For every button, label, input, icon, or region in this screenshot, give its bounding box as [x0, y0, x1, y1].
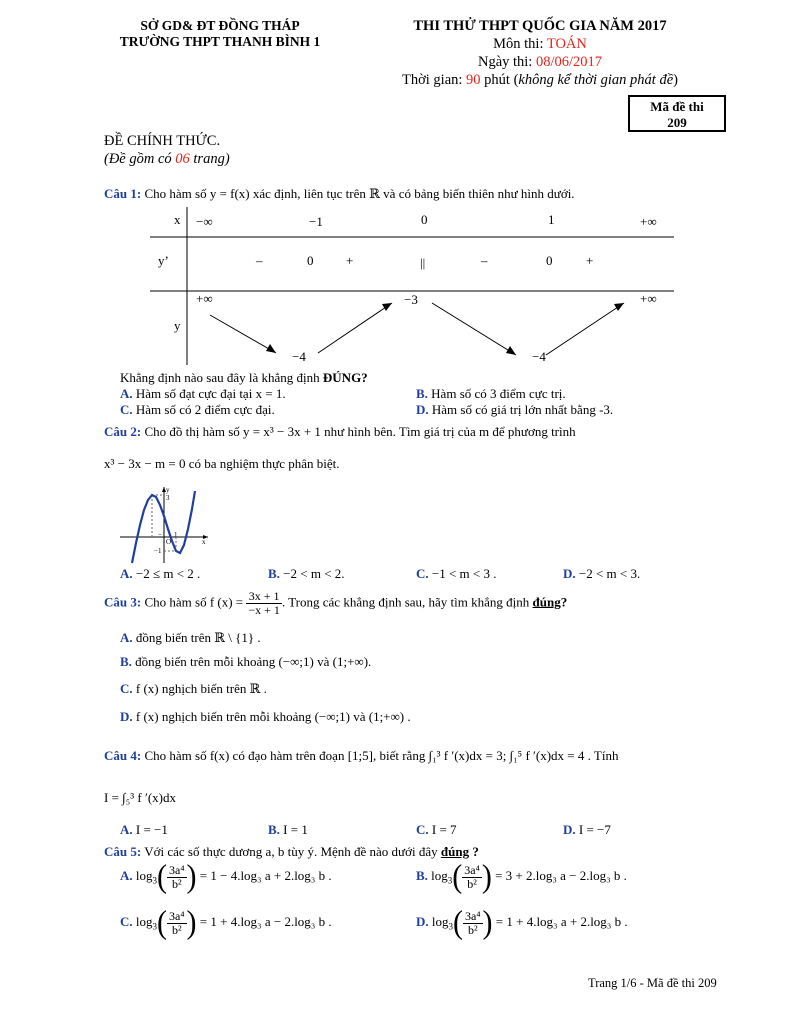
vt-x-1: −1 — [309, 214, 323, 229]
pages-note-pre: (Đề gồm có — [104, 151, 176, 167]
q5-option-c[interactable] — [120, 904, 332, 941]
q3-option-d-text: f (x) nghịch biến trên mỗi khoảng (−∞;1) và (1;+∞) . — [132, 709, 411, 724]
q4-option-a[interactable] — [120, 822, 168, 838]
q1-option-c-key: C. — [120, 402, 133, 417]
vt-yp-label: y’ — [158, 253, 169, 268]
q3-frac-num: 3x + 1 — [246, 590, 282, 604]
q1-option-b[interactable] — [416, 386, 566, 402]
q5-d-frac-num: 3a⁴ — [465, 908, 481, 923]
official-label: ĐỀ CHÍNH THỨC. — [104, 133, 221, 149]
q2-graph-neg1x: −1 — [158, 531, 166, 539]
vt-yp-5: 0 — [546, 253, 553, 268]
q3-option-c-key: C. — [120, 681, 133, 696]
q4-option-c[interactable] — [416, 822, 457, 838]
vt-yp-0: – — [256, 253, 263, 268]
q3-option-a-key: A. — [120, 630, 133, 645]
q2-option-a[interactable] — [120, 566, 200, 582]
q5-option-d[interactable] — [416, 904, 628, 941]
q5-c-frac-num: 3a⁴ — [169, 908, 185, 923]
q5-text-q: ? — [469, 844, 479, 859]
q3-fraction — [246, 590, 282, 617]
vt-x-4: +∞ — [640, 214, 657, 229]
q2-stem-2: x³ − 3x − m = 0 có ba nghiệm thực phân biệt. — [104, 456, 340, 471]
q1-text: Cho hàm số y = f(x) xác định, liên tục trên ℝ và có bảng biến thiên như hình dưới. — [141, 186, 575, 201]
q5-option-d-key: D. — [416, 913, 429, 929]
q2-graph-x-label: x — [202, 538, 206, 546]
q2-option-b-key: B. — [268, 566, 280, 581]
subject-line — [375, 36, 705, 53]
q2-option-d-key: D. — [563, 566, 576, 581]
q2-cubic-graph — [118, 483, 210, 565]
pages-note — [104, 151, 230, 168]
q1-stem — [104, 186, 575, 202]
exam-title: THI THỬ THPT QUỐC GIA NĂM 2017 — [413, 18, 667, 34]
q5-d-rhs: = 1 + 4.log₃ a + 2.log₃ b . — [492, 913, 628, 929]
q3-option-b-key: B. — [120, 654, 132, 669]
q1-label: Câu 1: — [104, 186, 142, 201]
q2-graph-o: O — [166, 538, 172, 546]
q4-text: Cho hàm số f(x) có đạo hàm trên đoạn [1;5], biết rằng ∫₁³ f ′(x)dx = 3; ∫₁⁵ f ′(x)dx = 4 . Tính — [141, 748, 619, 763]
q5-a-rparen: ) — [186, 858, 197, 895]
q4-option-c-key: C. — [416, 822, 429, 837]
q5-c-frac-den: b² — [171, 922, 182, 937]
q3-option-b-text: đồng biến trên mỗi khoảng (−∞;1) và (1;+∞). — [131, 654, 372, 669]
q5-c-log: log — [135, 913, 153, 929]
vt-y-4: +∞ — [640, 291, 657, 306]
q3-text-bold: đúng — [532, 594, 561, 610]
date-value: 08/06/2017 — [535, 54, 603, 70]
q1-option-d-text: Hàm số có giá trị lớn nhất bằng -3. — [428, 402, 614, 417]
vt-x-3: 1 — [548, 212, 555, 227]
time-line — [365, 72, 715, 89]
vt-x-2: 0 — [421, 212, 428, 227]
date-label: Ngày thi: — [477, 54, 536, 70]
exam-code: 209 — [667, 115, 687, 130]
q1-option-c-text: Hàm số có 2 điểm cực đại. — [132, 402, 275, 417]
q5-a-lparen: ( — [157, 858, 168, 895]
vt-y-0: +∞ — [196, 291, 213, 306]
q5-a-frac-den: b² — [171, 876, 182, 891]
vt-x-0: −∞ — [196, 214, 213, 229]
q5-text-pre: Với các số thực dương a, b tùy ý. Mệnh đề nào dưới đây — [141, 844, 441, 859]
q5-d-frac — [463, 910, 483, 937]
q4-option-d-key: D. — [563, 822, 576, 837]
q3-text-post: . Trong các khẳng định sau, hãy tìm khẳng định — [281, 594, 533, 610]
q5-d-rparen: ) — [482, 904, 493, 941]
q3-option-c[interactable] — [120, 681, 267, 697]
q2-option-c-text: −1 < m < 3 . — [428, 566, 497, 581]
date-line — [375, 54, 705, 71]
page-footer: Trang 1/6 - Mã đề thi 209 — [588, 976, 717, 990]
q2-graph-3: 3 — [166, 494, 170, 502]
q5-b-rhs: = 3 + 2.log₃ a − 2.log₃ b . — [491, 867, 627, 883]
q5-b-log-base: 3 — [447, 875, 453, 886]
q3-option-c-text: f (x) nghịch biến trên ℝ . — [132, 681, 267, 696]
q5-option-c-key: C. — [120, 913, 133, 929]
q1-option-c[interactable] — [120, 402, 275, 418]
subject-value: TOÁN — [546, 36, 587, 52]
q1-option-d-key: D. — [416, 402, 429, 417]
q4-stem — [104, 748, 618, 764]
q2-option-c-key: C. — [416, 566, 429, 581]
q2-graph-neg1y: −1 — [154, 547, 162, 555]
time-close: ) — [673, 72, 678, 88]
q2-option-a-key: A. — [120, 566, 133, 581]
variation-table — [150, 205, 680, 370]
vt-y-1: −4 — [292, 349, 306, 364]
vt-x-label: x — [174, 212, 181, 227]
q2-graph-1: 1 — [174, 531, 178, 539]
q5-option-b-key: B. — [416, 867, 428, 883]
q5-option-b[interactable] — [416, 858, 627, 895]
q5-b-frac — [462, 864, 482, 891]
q1-prompt-bold: ĐÚNG? — [322, 370, 368, 385]
q5-b-log: log — [431, 867, 448, 883]
exam-code-label: Mã đề thi — [650, 99, 704, 114]
q5-b-frac-num: 3a⁴ — [464, 862, 480, 877]
q3-text-pre: Cho hàm số f (x) = — [141, 594, 247, 610]
q3-option-d-key: D. — [120, 709, 133, 724]
q2-text: Cho đồ thị hàm số y = x³ − 3x + 1 như hình bên. Tìm giá trị của m để phương trình — [141, 424, 576, 439]
q3-label: Câu 3: — [104, 594, 142, 610]
q5-d-log: log — [431, 913, 449, 929]
q5-option-a[interactable] — [120, 858, 332, 895]
q3-option-d[interactable] — [120, 709, 411, 725]
q4-option-c-text: I = 7 — [428, 822, 457, 837]
q5-d-log-base: 3 — [448, 921, 454, 932]
q4-option-b-text: I = 1 — [279, 822, 308, 837]
q5-a-log: log — [135, 867, 153, 883]
q2-option-b[interactable] — [268, 566, 345, 582]
vt-yp-1: 0 — [307, 253, 314, 268]
q4-option-a-text: I = −1 — [132, 822, 168, 837]
vt-yp-2: + — [346, 253, 354, 268]
q3-option-b[interactable] — [120, 654, 371, 670]
q4-option-d[interactable] — [563, 822, 611, 838]
q2-graph-y-label: y — [166, 486, 170, 494]
pages-note-post: trang) — [189, 151, 230, 167]
q2-option-c[interactable] — [416, 566, 497, 582]
q5-b-rparen: ) — [481, 858, 492, 895]
q1-prompt — [120, 370, 368, 386]
vt-yp-6: + — [586, 253, 594, 268]
q3-frac-den: −x + 1 — [248, 603, 280, 617]
school-dept: SỞ GD& ĐT ĐỒNG THÁP — [140, 18, 300, 33]
q1-option-d[interactable] — [416, 402, 613, 418]
q5-c-lparen: ( — [157, 904, 168, 941]
q5-a-rhs: = 1 − 4.log₃ a + 2.log₃ b . — [196, 867, 332, 883]
q1-option-a-key: A. — [120, 386, 133, 401]
q3-option-a[interactable] — [120, 630, 261, 646]
q4-option-d-text: I = −7 — [575, 822, 611, 837]
q4-option-a-key: A. — [120, 822, 133, 837]
q3-stem — [104, 590, 567, 617]
q5-text-bold: đúng — [440, 844, 470, 859]
q4-label: Câu 4: — [104, 748, 142, 763]
q5-c-frac — [167, 910, 187, 937]
time-value: 90 — [466, 72, 481, 88]
vt-yp-3: || — [420, 255, 426, 270]
q5-c-rhs: = 1 + 4.log₃ a − 2.log₃ b . — [196, 913, 332, 929]
q5-a-frac — [167, 864, 187, 891]
q1-option-a-text: Hàm số đạt cực đại tại x = 1. — [132, 386, 286, 401]
q2-stem — [104, 424, 576, 440]
q4-option-b[interactable] — [268, 822, 308, 838]
pages-count: 06 — [175, 151, 190, 167]
q2-option-b-text: −2 < m < 2. — [279, 566, 345, 581]
q2-label: Câu 2: — [104, 424, 142, 439]
subject-label: Môn thi: — [493, 36, 547, 52]
q1-option-a[interactable] — [120, 386, 286, 402]
q1-option-b-text: Hàm số có 3 điểm cực trị. — [427, 386, 566, 401]
q1-option-b-key: B. — [416, 386, 428, 401]
q4-option-b-key: B. — [268, 822, 280, 837]
q2-option-d-text: −2 < m < 3. — [575, 566, 641, 581]
q1-prompt-text: Khẳng định nào sau đây là khẳng định — [120, 370, 323, 385]
time-unit: phút ( — [480, 72, 519, 88]
q5-d-lparen: ( — [453, 904, 464, 941]
q5-d-frac-den: b² — [467, 922, 478, 937]
q5-label: Câu 5: — [104, 844, 142, 859]
vt-yp-4: – — [481, 253, 488, 268]
q5-b-lparen: ( — [452, 858, 463, 895]
school-name: TRƯỜNG THPT THANH BÌNH 1 — [119, 34, 321, 49]
q3-option-a-text: đồng biến trên ℝ \ {1} . — [132, 630, 261, 645]
q5-b-frac-den: b² — [467, 876, 477, 891]
vt-y-3: −4 — [532, 349, 546, 364]
exam-code-box — [628, 95, 726, 132]
vt-y-2: −3 — [404, 292, 418, 307]
q5-option-a-key: A. — [120, 867, 133, 883]
q4-stem-2: I = ∫₅³ f ′(x)dx — [104, 790, 176, 805]
q5-c-log-base: 3 — [152, 921, 158, 932]
q2-option-d[interactable] — [563, 566, 640, 582]
q5-c-rparen: ) — [186, 904, 197, 941]
q5-a-frac-num: 3a⁴ — [169, 862, 185, 877]
q3-text-q: ? — [560, 594, 568, 610]
time-label: Thời gian: — [402, 72, 467, 88]
time-note: không kể thời gian phát đề — [518, 72, 674, 88]
q2-option-a-text: −2 ≤ m < 2 . — [132, 566, 201, 581]
vt-y-label: y — [174, 318, 181, 333]
q5-a-log-base: 3 — [152, 875, 158, 886]
